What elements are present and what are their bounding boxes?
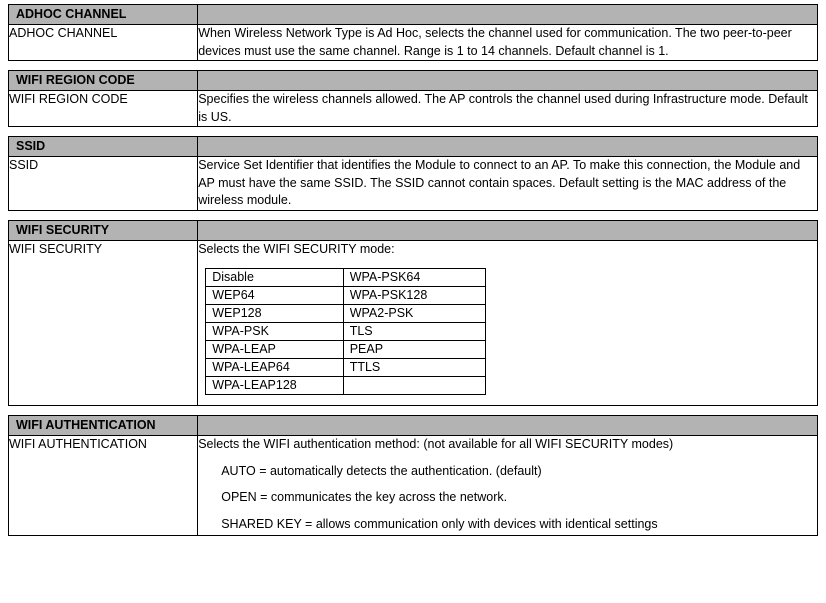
parameter-table-wifi-security <box>8 220 818 407</box>
parameter-name: SSID <box>9 158 39 172</box>
section-header-spacer-cell <box>198 137 818 157</box>
security-option-cell <box>206 341 343 359</box>
section-header-spacer-cell <box>198 220 818 240</box>
section-header-label: SSID <box>16 139 46 153</box>
security-option-cell <box>206 359 343 377</box>
table-row <box>206 323 486 341</box>
security-option-cell <box>343 359 486 377</box>
security-option-cell <box>343 287 486 305</box>
security-option-cell <box>206 305 343 323</box>
section-header-spacer-cell <box>198 416 818 436</box>
parameter-name-cell <box>9 91 198 127</box>
security-option-label: WPA-LEAP64 <box>212 360 290 374</box>
auth-method-item: AUTO = automatically detects the authentication. (default) <box>221 463 542 478</box>
section-header-label: WIFI REGION CODE <box>16 73 135 87</box>
table-header-row <box>9 71 818 91</box>
parameter-description-cell <box>198 91 818 127</box>
security-option-label: Disable <box>212 270 254 284</box>
parameter-description-cell <box>198 436 818 536</box>
parameter-name: WIFI AUTHENTICATION <box>9 437 147 451</box>
parameter-description: Specifies the wireless channels allowed. The AP controls the channel used during Infrastructure mode. Default is US. <box>198 92 808 124</box>
auth-method-item: OPEN = communicates the key across the network. <box>221 490 508 504</box>
section-header-spacer-cell <box>198 71 818 91</box>
section-header-label: ADHOC CHANNEL <box>16 7 127 21</box>
security-option-label: WEP64 <box>212 288 255 302</box>
parameter-description: Service Set Identifier that identifies the Module to connect to an AP. To make this connection, the Module and AP must have the same SSID. The SSID cannot contain spaces. Default setting is the MAC address of the wireless module. <box>198 158 801 207</box>
section-header-spacer-cell <box>198 5 818 25</box>
security-option-cell-empty <box>343 377 486 395</box>
security-option-cell <box>206 269 343 287</box>
section-header-label: WIFI AUTHENTICATION <box>16 418 156 432</box>
parameter-description: Selects the WIFI authentication method: (not available for all WIFI SECURITY modes) <box>198 437 674 451</box>
parameter-name: ADHOC CHANNEL <box>9 26 118 40</box>
security-option-label: WPA-PSK128 <box>349 288 428 302</box>
parameter-name-cell <box>9 157 198 211</box>
table-row <box>206 359 486 377</box>
table-header-row <box>9 416 818 436</box>
security-options-wrapper <box>198 258 817 405</box>
security-option-label: WEP128 <box>212 306 262 320</box>
table-row <box>9 25 818 61</box>
parameter-name: WIFI REGION CODE <box>9 92 128 106</box>
table-row <box>206 287 486 305</box>
security-option-cell <box>206 287 343 305</box>
parameter-name-cell <box>9 436 198 536</box>
table-row <box>9 436 818 536</box>
security-option-cell <box>206 323 343 341</box>
table-row <box>206 305 486 323</box>
parameter-table-wifi-region-code <box>8 70 818 127</box>
table-row <box>206 269 486 287</box>
table-header-row <box>9 5 818 25</box>
security-option-cell <box>343 269 486 287</box>
section-header-cell <box>9 71 198 91</box>
security-option-cell <box>206 377 343 395</box>
security-option-label: TLS <box>349 324 373 338</box>
security-options-table <box>205 268 486 395</box>
table-row <box>206 341 486 359</box>
auth-method-item: SHARED KEY = allows communication only with devices with identical settings <box>221 516 658 531</box>
parameter-description-cell <box>198 25 818 61</box>
parameter-description-cell <box>198 157 818 211</box>
table-row <box>206 377 486 395</box>
section-header-cell <box>9 416 198 436</box>
parameter-table-ssid <box>8 136 818 211</box>
section-header-cell <box>9 137 198 157</box>
security-option-cell <box>343 305 486 323</box>
table-row <box>9 240 818 406</box>
security-option-cell <box>343 323 486 341</box>
security-option-label: WPA-PSK <box>212 324 269 338</box>
parameter-description: When Wireless Network Type is Ad Hoc, selects the channel used for communication. The two peer-to-peer devices must use the same channel. Range is 1 to 14 channels. Default channel is 1. <box>198 26 792 58</box>
parameter-description-cell <box>198 240 818 406</box>
table-row <box>9 91 818 127</box>
security-option-cell <box>343 341 486 359</box>
section-header-cell <box>9 220 198 240</box>
table-header-row <box>9 220 818 240</box>
section-header-label: WIFI SECURITY <box>16 222 110 237</box>
parameter-table-wifi-authentication <box>8 415 818 536</box>
security-option-label: WPA-LEAP128 <box>212 378 297 392</box>
table-header-row <box>9 137 818 157</box>
security-option-label: WPA2-PSK <box>349 306 414 320</box>
table-row <box>9 157 818 211</box>
security-option-label: WPA-PSK64 <box>349 270 421 284</box>
security-option-label: PEAP <box>349 342 384 356</box>
parameter-name-cell <box>9 25 198 61</box>
parameter-description: Selects the WIFI SECURITY mode: <box>198 241 395 256</box>
security-option-label: TTLS <box>349 360 381 374</box>
section-header-cell <box>9 5 198 25</box>
parameter-table-adhoc-channel <box>8 4 818 61</box>
parameter-name-cell <box>9 240 198 406</box>
security-option-label: WPA-LEAP <box>212 342 276 356</box>
parameter-name: WIFI SECURITY <box>9 241 103 256</box>
